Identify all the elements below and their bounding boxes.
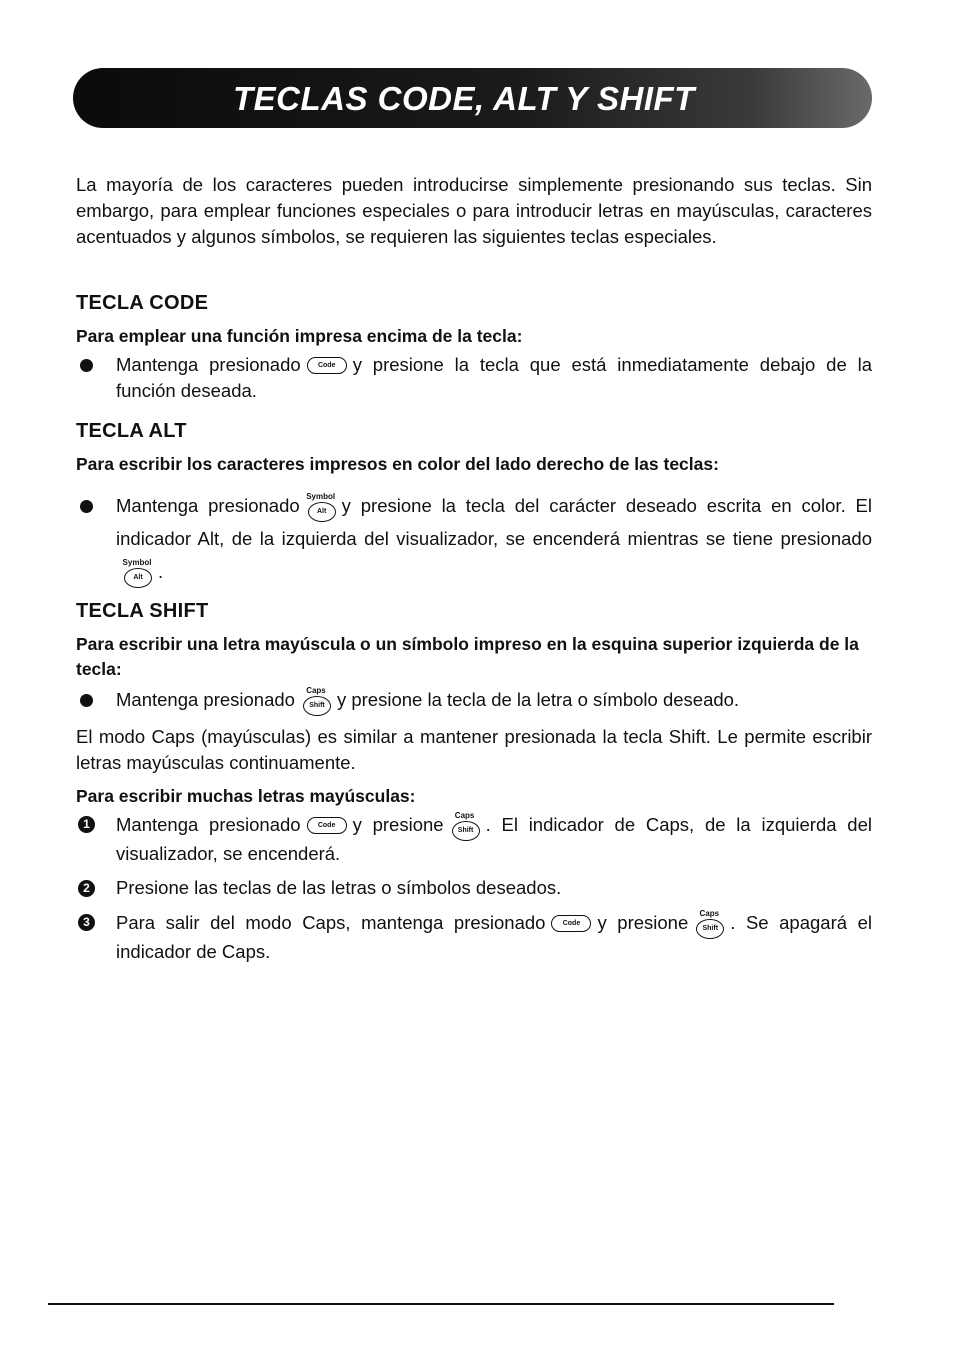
bullet-icon xyxy=(80,359,93,372)
heading-tecla-alt: TECLA ALT xyxy=(76,420,187,442)
heading-tecla-shift: TECLA SHIFT xyxy=(76,600,209,623)
step-number-icon: 2 xyxy=(78,880,95,897)
footer-rule xyxy=(48,1303,834,1305)
shift-bullet-item: Mantenga presionado Caps Shift y presione la tecla de la letra o símbolo deseado. xyxy=(76,684,872,716)
page-content xyxy=(76,172,872,965)
shift-subheading: Para escribir una letra mayúscula o un símbolo impreso en la esquina superior izquierda de la tecla: xyxy=(76,634,859,680)
caps-step-3: 3 Para salir del modo Caps, mantenga presionado Code y presione Caps Shift . Se apagará el indicador de Caps. xyxy=(76,909,872,965)
intro-paragraph: La mayoría de los caracteres pueden introducirse simplemente presionando sus teclas. Sin embargo, para emplear funciones especiales o para introducir letras en mayúsculas, caracteres acentuados y algunos símbolos, se requieren las siguientes teclas especiales. xyxy=(76,174,872,247)
alt-bullet-item: Mantenga presionado Symbol Alt y presione la tecla del carácter deseado escrita en color. El indicador Alt, de la izquierda del visualizador, se encenderá mientras se tiene presionado Symbol Alt . xyxy=(76,489,872,588)
page-title: TECLAS CODE, ALT Y SHIFT xyxy=(233,80,695,117)
caps-step-2: 2 Presione las teclas de las letras o símbolos deseados. xyxy=(76,875,872,901)
caps-step-1: 1 Mantenga presionado Code y presione Caps Shift . El indicador de Caps, de la izquierda del visualizador, se encenderá. xyxy=(76,811,872,867)
shift-key-icon: Caps Shift xyxy=(694,909,724,939)
bullet-icon xyxy=(80,694,93,707)
step-number-icon: 1 xyxy=(78,816,95,833)
bullet-icon xyxy=(80,500,93,513)
alt-key-icon: Symbol Alt xyxy=(306,492,336,522)
code-key-icon: Code xyxy=(307,357,347,374)
caps-subheading: Para escribir muchas letras mayúsculas: xyxy=(76,786,416,807)
code-key-icon: Code xyxy=(307,817,347,834)
code-key-icon: Code xyxy=(551,915,591,932)
caps-mode-paragraph: El modo Caps (mayúsculas) es similar a mantener presionada la tecla Shift. Le permite escribir letras mayúsculas continuamente. xyxy=(76,726,872,774)
code-subheading: Para emplear una función impresa encima de la tecla: xyxy=(76,326,523,346)
alt-subheading: Para escribir los caracteres impresos en color del lado derecho de las teclas: xyxy=(76,454,719,474)
alt-key-icon: Symbol Alt xyxy=(122,558,152,588)
title-banner xyxy=(73,68,872,128)
heading-tecla-code: TECLA CODE xyxy=(76,292,209,314)
code-bullet-item: Mantenga presionado Code y presione la tecla que está inmediatamente debajo de la función deseada. xyxy=(76,352,872,404)
shift-key-icon: Caps Shift xyxy=(301,686,331,716)
shift-key-icon: Caps Shift xyxy=(450,811,480,841)
step-number-icon: 3 xyxy=(78,914,95,931)
